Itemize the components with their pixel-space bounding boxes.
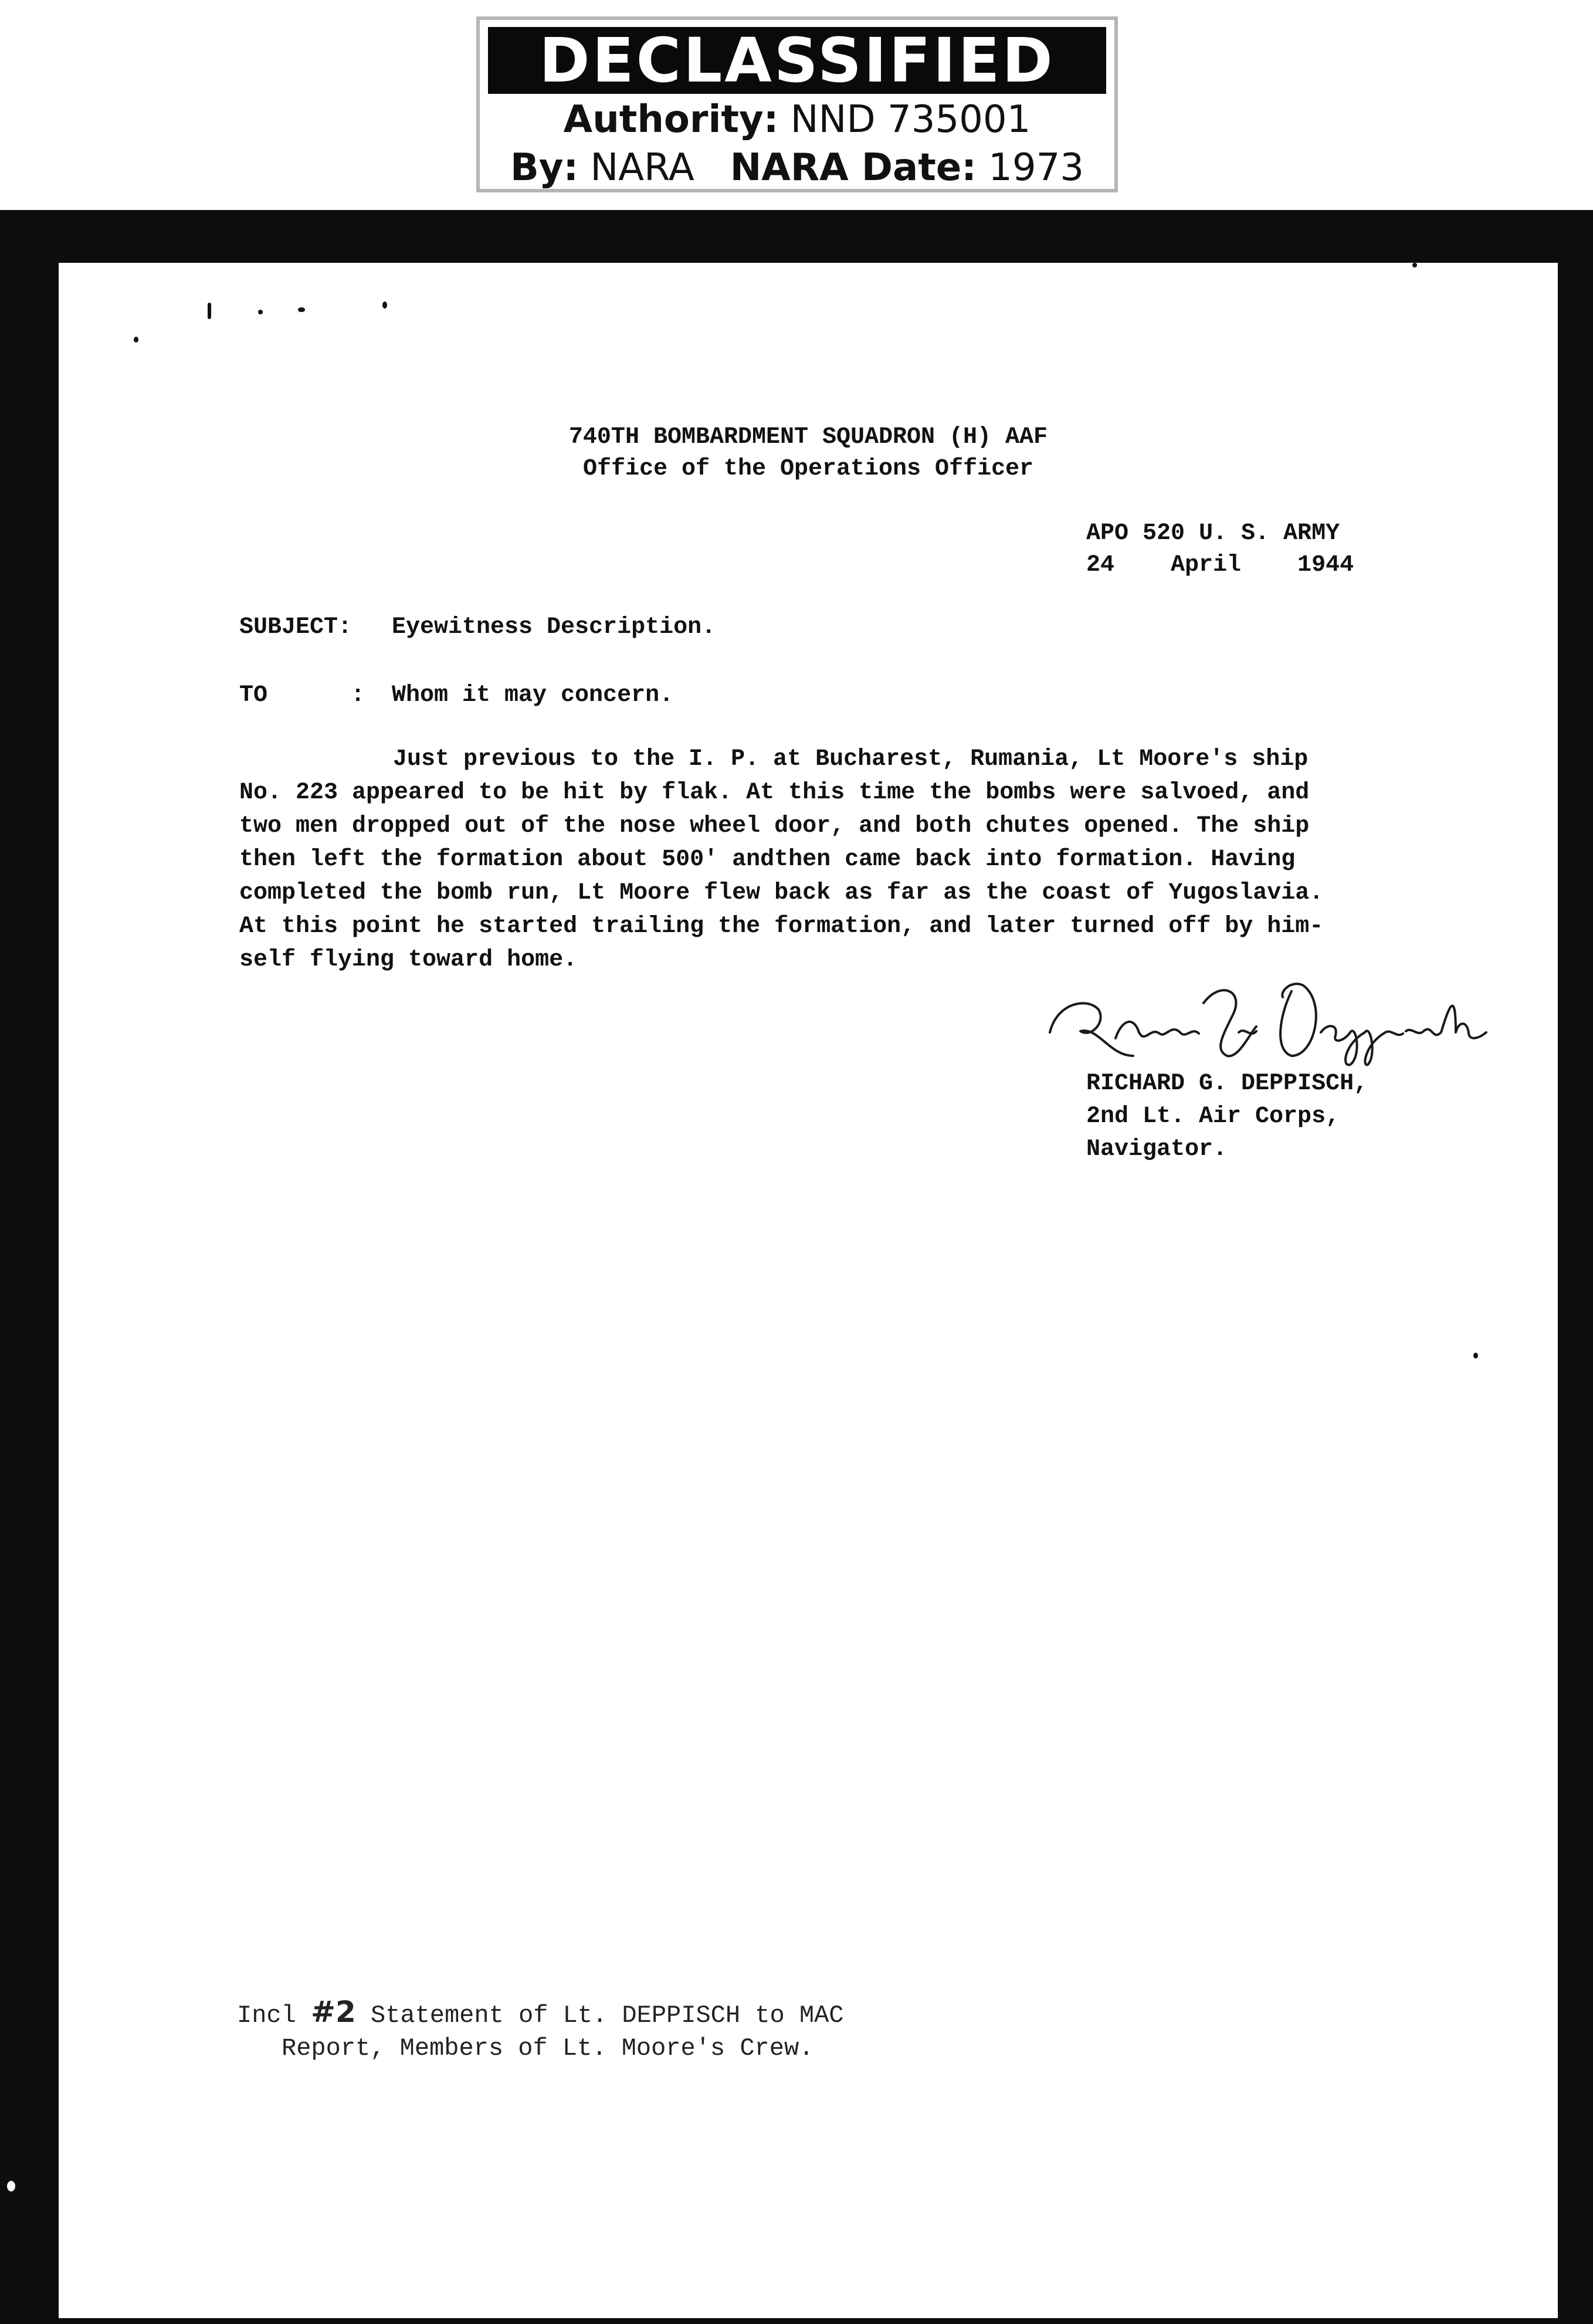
subject-label: SUBJECT: xyxy=(239,614,353,641)
scan-speck xyxy=(1412,263,1417,267)
signature-block xyxy=(1086,1068,1438,1166)
dateline-date: 24 April 1944 xyxy=(1086,552,1354,578)
stamp-authority-line xyxy=(480,96,1114,143)
to-separator: : xyxy=(351,682,365,709)
scan-speck xyxy=(134,337,138,343)
body-line: At this point he started trailing the formation, and later turned off by him- xyxy=(239,913,1324,940)
signer-name: RICHARD G. DEPPISCH, xyxy=(1086,1070,1368,1097)
dateline-apo: APO 520 U. S. ARMY xyxy=(1086,520,1340,547)
body-line: then left the formation about 500' andthen came back into formation. Having xyxy=(239,846,1296,873)
signer-rank: 2nd Lt. Air Corps, xyxy=(1086,1103,1340,1130)
stamp-date-label: NARA Date: xyxy=(730,146,977,189)
scan-speck xyxy=(258,310,263,314)
enclosure-line1: Statement of Lt. DEPPISCH to MAC xyxy=(370,2001,844,2030)
signer-role: Navigator. xyxy=(1086,1136,1228,1163)
subject-value: Eyewitness Description. xyxy=(392,614,716,641)
declassified-stamp xyxy=(476,16,1118,192)
scan-speck xyxy=(298,307,305,312)
scan-hole xyxy=(7,2181,15,2191)
body-line: Just previous to the I. P. at Bucharest, Rumania, Lt Moore's ship xyxy=(393,746,1309,773)
stamp-by-line xyxy=(480,144,1114,191)
letterhead-unit: 740TH BOMBARDMENT SQUADRON (H) AAF xyxy=(568,424,1048,450)
body-line: No. 223 appeared to be hit by flak. At this time the bombs were salvoed, and xyxy=(239,780,1310,806)
body-line: self flying toward home. xyxy=(239,947,578,973)
enclosure-prefix: Incl xyxy=(237,2001,296,2030)
enclosure-number: #2 xyxy=(311,1995,356,2029)
scan-speck xyxy=(382,301,387,309)
stamp-authority-label: Authority: xyxy=(563,98,779,141)
body-line: completed the bomb run, Lt Moore flew back as far as the coast of Yugoslavia. xyxy=(239,880,1324,906)
scan-speck xyxy=(1473,1353,1478,1359)
body-paragraph xyxy=(239,743,1439,977)
stamp-by-label: By: xyxy=(510,146,579,189)
stamp-authority-value: NND 735001 xyxy=(790,98,1031,141)
scan-speck xyxy=(208,303,211,319)
stamp-title: DECLASSIFIED xyxy=(488,27,1106,94)
enclosure-line2: Report, Members of Lt. Moore's Crew. xyxy=(282,2034,814,2062)
body-line: two men dropped out of the nose wheel door, and both chutes opened. The ship xyxy=(239,813,1310,839)
handwritten-signature xyxy=(1045,968,1491,1068)
stamp-date-value: 1973 xyxy=(988,146,1084,189)
enclosure-note xyxy=(237,1996,1175,2065)
to-label: TO xyxy=(239,682,268,709)
stamp-by-value: NARA xyxy=(590,146,694,189)
letterhead-office: Office of the Operations Officer xyxy=(582,456,1034,482)
to-value: Whom it may concern. xyxy=(392,682,674,709)
